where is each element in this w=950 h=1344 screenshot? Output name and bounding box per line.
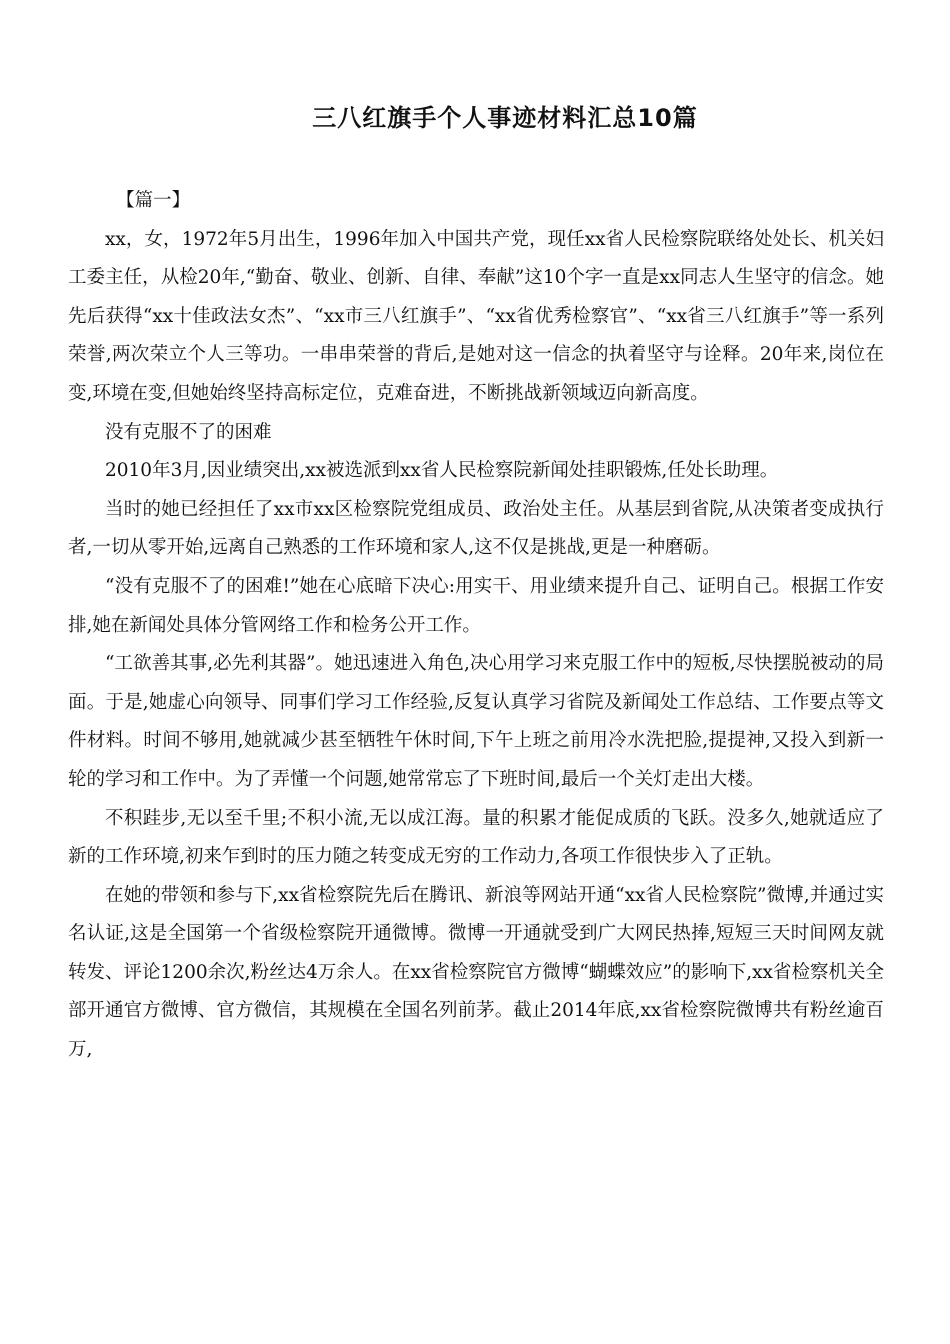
- document-title: 三八红旗手个人事迹材料汇总10篇: [312, 104, 698, 132]
- paragraph: 在她的带领和参与下,xx省检察院先后在腾讯、新浪等网站开通“xx省人民检察院”微博,并通过实名认证,这是全国第一个省级检察院开通微博。微博一开通就受到广大网民热捧,短短三天时间网友就转发、评论1200余次,粉丝达4万余人。在xx省检察院官方微博“蝴蝶效应”的影响下,xx省检察机关全部开通官方微博、官方微信，其规模在全国名列前茅。截止2014年底,xx省检察院微博共有粉丝逾百万,: [68, 884, 884, 1061]
- paragraph: 不积跬步,无以至千里;不积小流,无以成江海。量的积累才能促成质的飞跃。没多久,她就适应了新的工作环境,初来乍到时的压力随之转变成无穷的工作动力,各项工作很快步入了正轨。: [68, 807, 884, 868]
- document-body: [68, 182, 884, 1070]
- paragraph: 2010年3月,因业绩突出,xx被选派到xx省人民检察院新闻处挂职锻炼,任处长助理。: [105, 460, 779, 482]
- paragraph: “工欲善其事,必先利其器”。她迅速进入角色,决心用学习来克服工作中的短板,尽快摆脱被动的局面。于是,她虚心向领导、同事们学习工作经验,反复认真学习省院及新闻处工作总结、工作要点等文件材料。时间不够用,她就减少甚至牺牲午休时间,下午上班之前用冷水洗把脸,提提神,又投入到新一轮的学习和工作中。为了弄懂一个问题,她常常忘了下班时间,最后一个关灯走出大楼。: [68, 653, 884, 790]
- section-heading: 【篇一】: [116, 190, 191, 211]
- paragraph: 当时的她已经担任了xx市xx区检察院党组成员、政治处主任。从基层到省院,从决策者变成执行者,一切从零开始,远离自己熟悉的工作环境和家人,这不仅是挑战,更是一种磨砺。: [68, 498, 884, 559]
- paragraph: “没有克服不了的困难!”她在心底暗下决心:用实干、用业绩来提升自己、证明自己。根据工作安排,她在新闻处具体分管网络工作和检务公开工作。: [68, 575, 884, 636]
- paragraph: xx，女，1972年5月出生，1996年加入中国共产党，现任xx省人民检察院联络处处长、机关妇工委主任，从检20年,“勤奋、敬业、创新、自律、奉献”这10个字一直是xx同志人生坚守的信念。她先后获得“xx十佳政法女杰”、“xx市三八红旗手”、“xx省优秀检察官”、“xx省三八红旗手”等一系列荣誉,两次荣立个人三等功。一串串荣誉的背后,是她对这一信念的执着坚守与诠释。20年来,岗位在变,环境在变,但她始终坚持高标定位，克难奋进，不断挑战新领域迈向新高度。: [68, 228, 884, 404]
- subheading: 没有克服不了的困难: [105, 421, 272, 443]
